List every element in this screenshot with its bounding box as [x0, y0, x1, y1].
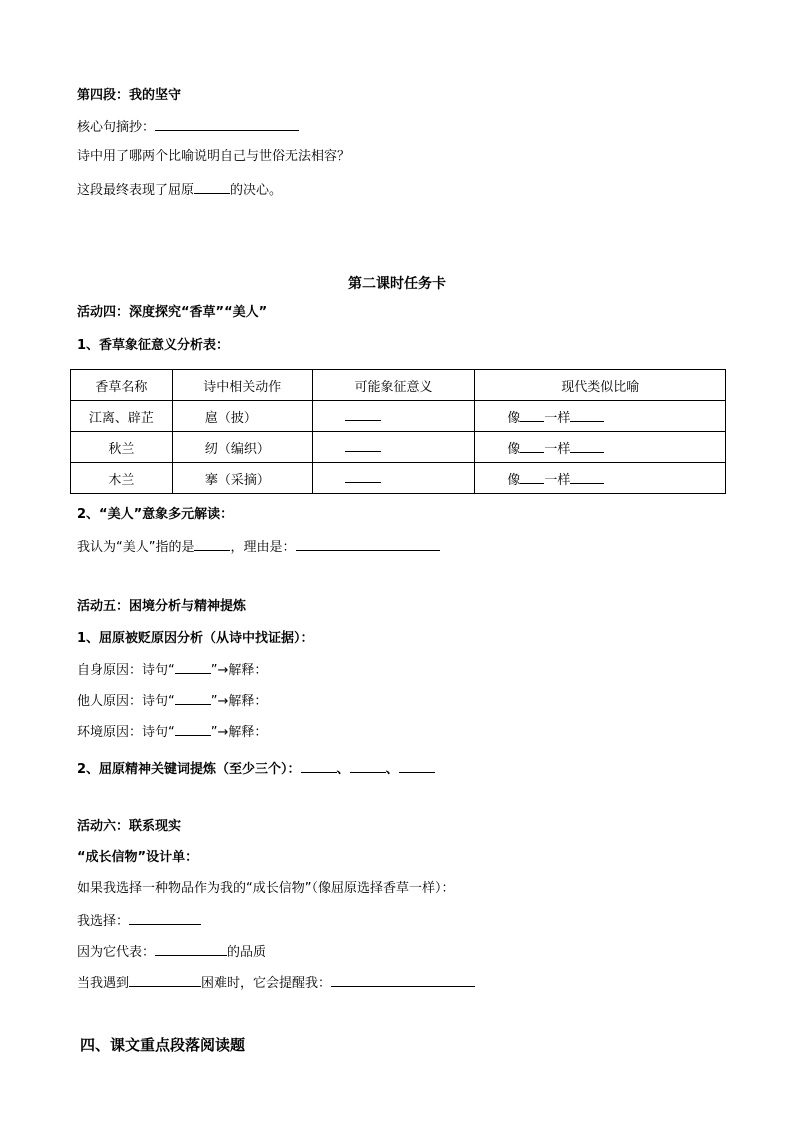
compare-blank-1[interactable]: [520, 439, 544, 453]
compare-b: 一样: [544, 410, 571, 426]
core-sentence-line: [77, 117, 299, 137]
keyword-sep: 、: [385, 762, 399, 777]
represent-blank[interactable]: [155, 942, 227, 956]
decision-prefix: 这段最终表现了屈原: [77, 183, 195, 198]
metaphor-cell[interactable]: [475, 401, 726, 432]
keyword-blank-3[interactable]: [399, 759, 435, 773]
table-header-row: [71, 370, 726, 401]
meiren-prefix: 我认为“美人”指的是: [77, 540, 195, 555]
meiren-mid: ，理由是：: [230, 540, 296, 555]
represent-line: [77, 942, 266, 962]
herb-symbol-table: [70, 369, 726, 494]
quote-blank[interactable]: [175, 691, 211, 705]
keyword-sep: 、: [336, 762, 350, 777]
herb-name-cell: 木兰: [71, 463, 173, 494]
action-cell: 纫（编织）: [172, 432, 312, 463]
para4-heading: 第四段：我的坚守: [77, 88, 182, 103]
table-row: [71, 432, 726, 463]
quote-blank[interactable]: [175, 722, 211, 736]
represent-label: 因为它代表：: [77, 945, 156, 960]
choose-label: 我选择：: [77, 914, 130, 929]
compare-b: 一样: [544, 441, 571, 457]
compare-a: 像: [507, 441, 521, 457]
metaphor-cell[interactable]: [475, 463, 726, 494]
activity5-item1: 1、屈原被贬原因分析（从诗中找证据）：: [77, 631, 314, 646]
symbol-blank[interactable]: [345, 438, 381, 452]
table-row: [71, 401, 726, 432]
compare-blank-1[interactable]: [520, 470, 544, 484]
symbol-blank[interactable]: [345, 407, 381, 421]
compare-b: 一样: [544, 472, 571, 488]
decision-blank[interactable]: [194, 180, 230, 194]
reason-environment-line: [77, 722, 267, 742]
action-cell: 扈（披）: [172, 401, 312, 432]
reminder-line: [77, 973, 475, 993]
header-modern-metaphor: 现代类似比喻: [475, 370, 726, 401]
keyword-blank-2[interactable]: [350, 759, 386, 773]
reason-after: ”→解释：: [210, 725, 268, 740]
difficulty-blank[interactable]: [129, 973, 201, 987]
reason-others-line: [77, 691, 267, 711]
header-symbol: 可能象征意义: [312, 370, 475, 401]
compare-blank-2[interactable]: [570, 470, 604, 484]
section4-title: 四、课文重点段落阅读题: [80, 1036, 246, 1054]
reason-after: ”→解释：: [210, 694, 268, 709]
compare-blank-1[interactable]: [520, 408, 544, 422]
keywords-line: [77, 759, 435, 779]
compare-blank-2[interactable]: [570, 408, 604, 422]
activity4-heading: 活动四：深度探究“香草”“美人”: [77, 305, 268, 320]
meiren-line: [77, 537, 440, 557]
metaphor-question: 诗中用了哪两个比喻说明自己与世俗无法相容？: [77, 149, 351, 164]
symbol-cell[interactable]: [312, 463, 475, 494]
compare-a: 像: [507, 472, 521, 488]
header-action: 诗中相关动作: [172, 370, 312, 401]
activity4-item1: 1、香草象征意义分析表：: [77, 338, 230, 353]
when-prefix: 当我遇到: [77, 976, 130, 991]
growth-token-intro: 如果我选择一种物品作为我的“成长信物”（像屈原选择香草一样）：: [77, 881, 455, 896]
quote-blank[interactable]: [175, 660, 211, 674]
keyword-blank-1[interactable]: [301, 759, 337, 773]
reminder-blank[interactable]: [331, 973, 475, 987]
reason-label: 环境原因：诗句“: [77, 725, 175, 740]
header-herb-name: 香草名称: [71, 370, 173, 401]
action-cell: 搴（采摘）: [172, 463, 312, 494]
reason-self-line: [77, 660, 267, 680]
when-mid: 困难时，它会提醒我：: [201, 976, 332, 991]
lesson2-title: 第二课时任务卡: [348, 276, 446, 292]
herb-name-cell: 秋兰: [71, 432, 173, 463]
growth-token-design: “成长信物”设计单：: [77, 850, 199, 865]
choose-line: [77, 911, 201, 931]
reason-label: 自身原因：诗句“: [77, 663, 175, 678]
core-sentence-label: 核心句摘抄：: [77, 120, 156, 135]
herb-name-cell: 江离、辟芷: [71, 401, 173, 432]
table-row: [71, 463, 726, 494]
activity5-heading: 活动五：困境分析与精神提炼: [77, 599, 247, 614]
represent-suffix: 的品质: [227, 945, 267, 960]
reason-blank[interactable]: [296, 537, 440, 551]
activity4-item2: 2、“美人”意象多元解读：: [77, 507, 234, 522]
symbol-cell[interactable]: [312, 401, 475, 432]
symbol-blank[interactable]: [345, 469, 381, 483]
decision-line: [77, 180, 282, 200]
compare-blank-2[interactable]: [570, 439, 604, 453]
compare-a: 像: [507, 410, 521, 426]
reason-label: 他人原因：诗句“: [77, 694, 175, 709]
metaphor-cell[interactable]: [475, 432, 726, 463]
core-sentence-blank[interactable]: [155, 117, 299, 131]
decision-suffix: 的决心。: [230, 183, 283, 198]
keywords-label: 2、屈原精神关键词提炼（至少三个）：: [77, 762, 301, 777]
activity6-heading: 活动六：联系现实: [77, 819, 182, 834]
symbol-cell[interactable]: [312, 432, 475, 463]
reason-after: ”→解释：: [210, 663, 268, 678]
meiren-blank[interactable]: [194, 537, 230, 551]
choose-blank[interactable]: [129, 911, 201, 925]
